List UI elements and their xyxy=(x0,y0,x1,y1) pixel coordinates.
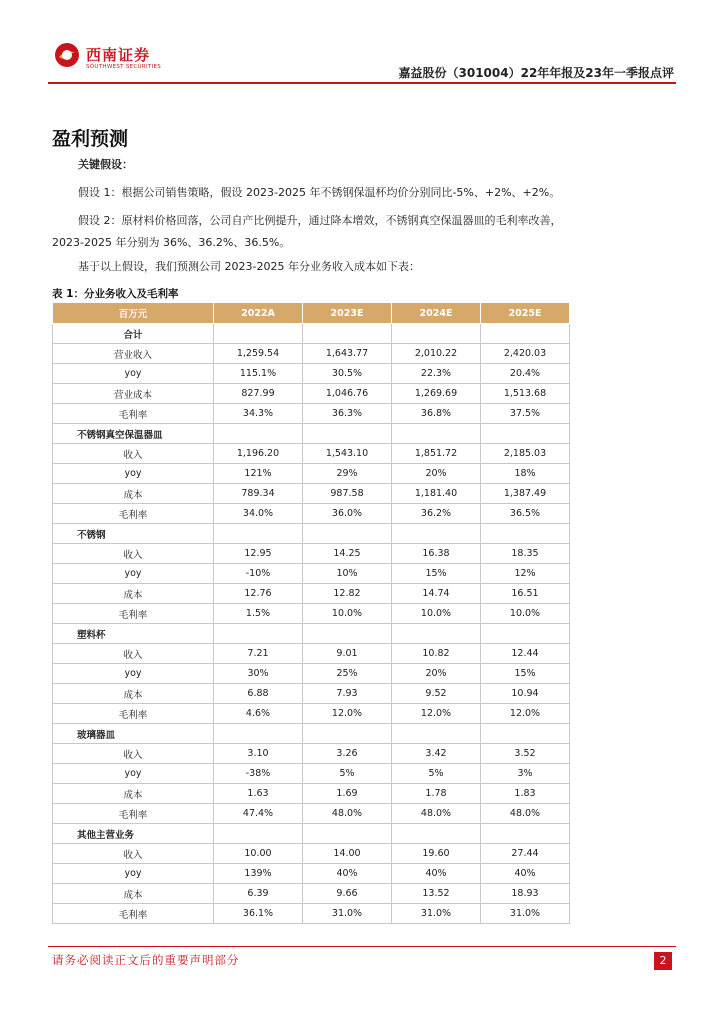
value-cell: 18% xyxy=(481,464,570,484)
value-cell: 13.52 xyxy=(392,884,481,904)
value-cell: 9.01 xyxy=(303,644,392,664)
empty-cell xyxy=(481,824,570,844)
value-cell: 47.4% xyxy=(214,804,303,824)
table-group-row xyxy=(53,724,570,744)
value-cell: 6.39 xyxy=(214,884,303,904)
value-cell: 18.93 xyxy=(481,884,570,904)
table-row xyxy=(53,384,570,404)
value-cell: 22.3% xyxy=(392,364,481,384)
table-row xyxy=(53,364,570,384)
value-cell: -38% xyxy=(214,764,303,784)
value-cell: 1,181.40 xyxy=(392,484,481,504)
assumption-1: 假设 1：根据公司销售策略，假设 2023-2025 年不锈钢保温杯均价分别同比-5%、+2%、+2%。 xyxy=(78,186,561,199)
table-row xyxy=(53,584,570,604)
value-cell: 4.6% xyxy=(214,704,303,724)
row-label-cell: 收入 xyxy=(53,544,214,564)
value-cell: 10.94 xyxy=(481,684,570,704)
value-cell: 1,046.76 xyxy=(303,384,392,404)
table-group-row xyxy=(53,824,570,844)
logo-mark-icon xyxy=(54,42,80,68)
table-group-row xyxy=(53,524,570,544)
row-label-cell: yoy xyxy=(53,364,214,384)
value-cell: 7.93 xyxy=(303,684,392,704)
value-cell: 10.0% xyxy=(303,604,392,624)
table-row xyxy=(53,604,570,624)
row-label-cell: 毛利率 xyxy=(53,704,214,724)
row-label-cell: yoy xyxy=(53,764,214,784)
value-cell: 6.88 xyxy=(214,684,303,704)
table-row xyxy=(53,544,570,564)
value-cell: 30.5% xyxy=(303,364,392,384)
header-2023e: 2023E xyxy=(303,303,392,324)
value-cell: 2,010.22 xyxy=(392,344,481,364)
row-label-cell: yoy xyxy=(53,864,214,884)
row-label-cell: 成本 xyxy=(53,784,214,804)
empty-cell xyxy=(481,324,570,344)
table-row xyxy=(53,704,570,724)
table-row xyxy=(53,464,570,484)
header-2022a: 2022A xyxy=(214,303,303,324)
empty-cell xyxy=(303,624,392,644)
value-cell: 987.58 xyxy=(303,484,392,504)
row-label-cell: 营业收入 xyxy=(53,344,214,364)
value-cell: 27.44 xyxy=(481,844,570,864)
table-row xyxy=(53,344,570,364)
section-title: 盈利预测 xyxy=(52,128,129,150)
table-group-row xyxy=(53,624,570,644)
value-cell: 31.0% xyxy=(392,904,481,924)
value-cell: 1.69 xyxy=(303,784,392,804)
group-name-cell: 不锈钢真空保温器皿 xyxy=(53,424,214,444)
value-cell: 827.99 xyxy=(214,384,303,404)
value-cell: 10.0% xyxy=(392,604,481,624)
value-cell: 9.52 xyxy=(392,684,481,704)
value-cell: 31.0% xyxy=(481,904,570,924)
value-cell: 36.8% xyxy=(392,404,481,424)
table-row xyxy=(53,904,570,924)
forecast-intro: 基于以上假设，我们预测公司 2023-2025 年分业务收入成本如下表： xyxy=(78,260,420,273)
value-cell: 12.0% xyxy=(303,704,392,724)
value-cell: 5% xyxy=(392,764,481,784)
header-divider xyxy=(48,82,676,84)
table-row xyxy=(53,764,570,784)
value-cell: 10.00 xyxy=(214,844,303,864)
row-label-cell: 毛利率 xyxy=(53,404,214,424)
table-row xyxy=(53,804,570,824)
group-name-cell: 不锈钢 xyxy=(53,524,214,544)
value-cell: 3.26 xyxy=(303,744,392,764)
value-cell: 121% xyxy=(214,464,303,484)
business-revenue-table xyxy=(52,302,570,924)
value-cell: 2,420.03 xyxy=(481,344,570,364)
empty-cell xyxy=(392,724,481,744)
row-label-cell: 毛利率 xyxy=(53,504,214,524)
value-cell: 1,543.10 xyxy=(303,444,392,464)
empty-cell xyxy=(481,524,570,544)
empty-cell xyxy=(214,624,303,644)
table-row xyxy=(53,564,570,584)
value-cell: 36.2% xyxy=(392,504,481,524)
value-cell: 1,387.49 xyxy=(481,484,570,504)
table-group-row xyxy=(53,324,570,344)
table-group-row xyxy=(53,424,570,444)
value-cell: 12.44 xyxy=(481,644,570,664)
value-cell: 10.0% xyxy=(481,604,570,624)
empty-cell xyxy=(214,824,303,844)
row-label-cell: yoy xyxy=(53,564,214,584)
table-row xyxy=(53,404,570,424)
value-cell: 14.00 xyxy=(303,844,392,864)
row-label-cell: 收入 xyxy=(53,744,214,764)
row-label-cell: 营业成本 xyxy=(53,384,214,404)
value-cell: 48.0% xyxy=(303,804,392,824)
value-cell: 40% xyxy=(392,864,481,884)
table-row xyxy=(53,744,570,764)
group-name-cell: 其他主营业务 xyxy=(53,824,214,844)
value-cell: 2,185.03 xyxy=(481,444,570,464)
value-cell: 16.38 xyxy=(392,544,481,564)
value-cell: 12.95 xyxy=(214,544,303,564)
table-header-row xyxy=(53,303,570,324)
value-cell: 10.82 xyxy=(392,644,481,664)
row-label-cell: 毛利率 xyxy=(53,604,214,624)
value-cell: 1.83 xyxy=(481,784,570,804)
value-cell: 48.0% xyxy=(481,804,570,824)
value-cell: 3.42 xyxy=(392,744,481,764)
value-cell: -10% xyxy=(214,564,303,584)
group-name-cell: 玻璃器皿 xyxy=(53,724,214,744)
value-cell: 12.0% xyxy=(392,704,481,724)
empty-cell xyxy=(214,324,303,344)
value-cell: 1.78 xyxy=(392,784,481,804)
value-cell: 1,196.20 xyxy=(214,444,303,464)
value-cell: 29% xyxy=(303,464,392,484)
value-cell: 36.1% xyxy=(214,904,303,924)
value-cell: 3.52 xyxy=(481,744,570,764)
key-assumptions-heading: 关键假设： xyxy=(78,158,133,171)
value-cell: 15% xyxy=(481,664,570,684)
row-label-cell: 毛利率 xyxy=(53,904,214,924)
value-cell: 12.76 xyxy=(214,584,303,604)
empty-cell xyxy=(303,424,392,444)
table-row xyxy=(53,664,570,684)
value-cell: 12% xyxy=(481,564,570,584)
header-2025e: 2025E xyxy=(481,303,570,324)
assumption-2: 假设 2：原材料价格回落，公司自产比例提升，通过降本增效，不锈钢真空保温器皿的毛利率改善，2023-2025 年分别为 36%、36.2%、36.5%。 xyxy=(52,214,562,249)
empty-cell xyxy=(392,524,481,544)
empty-cell xyxy=(303,724,392,744)
row-label-cell: yoy xyxy=(53,664,214,684)
value-cell: 36.5% xyxy=(481,504,570,524)
empty-cell xyxy=(214,524,303,544)
value-cell: 5% xyxy=(303,764,392,784)
value-cell: 16.51 xyxy=(481,584,570,604)
value-cell: 14.74 xyxy=(392,584,481,604)
empty-cell xyxy=(481,724,570,744)
empty-cell xyxy=(303,524,392,544)
empty-cell xyxy=(481,424,570,444)
row-label-cell: 收入 xyxy=(53,644,214,664)
header-unit: 百万元 xyxy=(53,303,214,324)
logo-chinese-name: 西南证券 xyxy=(86,46,151,64)
table-row xyxy=(53,444,570,464)
empty-cell xyxy=(303,324,392,344)
footer-disclaimer: 请务必阅读正文后的重要声明部分 xyxy=(52,953,240,967)
value-cell: 1,643.77 xyxy=(303,344,392,364)
value-cell: 1,269.69 xyxy=(392,384,481,404)
row-label-cell: 成本 xyxy=(53,484,214,504)
table-caption: 表 1：分业务收入及毛利率 xyxy=(52,288,179,300)
value-cell: 18.35 xyxy=(481,544,570,564)
empty-cell xyxy=(392,624,481,644)
table-row xyxy=(53,784,570,804)
value-cell: 1,851.72 xyxy=(392,444,481,464)
value-cell: 1,513.68 xyxy=(481,384,570,404)
empty-cell xyxy=(214,424,303,444)
table-row xyxy=(53,504,570,524)
value-cell: 34.0% xyxy=(214,504,303,524)
row-label-cell: 成本 xyxy=(53,684,214,704)
row-label-cell: 成本 xyxy=(53,884,214,904)
empty-cell xyxy=(392,424,481,444)
footer-divider xyxy=(48,946,676,947)
value-cell: 20.4% xyxy=(481,364,570,384)
value-cell: 14.25 xyxy=(303,544,392,564)
value-cell: 36.3% xyxy=(303,404,392,424)
table-row xyxy=(53,864,570,884)
value-cell: 139% xyxy=(214,864,303,884)
value-cell: 37.5% xyxy=(481,404,570,424)
value-cell: 3.10 xyxy=(214,744,303,764)
table-row xyxy=(53,684,570,704)
value-cell: 115.1% xyxy=(214,364,303,384)
row-label-cell: 收入 xyxy=(53,444,214,464)
value-cell: 25% xyxy=(303,664,392,684)
company-logo xyxy=(50,38,160,78)
empty-cell xyxy=(481,624,570,644)
value-cell: 789.34 xyxy=(214,484,303,504)
table-row xyxy=(53,644,570,664)
value-cell: 1.63 xyxy=(214,784,303,804)
row-label-cell: 毛利率 xyxy=(53,804,214,824)
value-cell: 20% xyxy=(392,664,481,684)
value-cell: 34.3% xyxy=(214,404,303,424)
value-cell: 30% xyxy=(214,664,303,684)
empty-cell xyxy=(214,724,303,744)
value-cell: 9.66 xyxy=(303,884,392,904)
empty-cell xyxy=(303,824,392,844)
value-cell: 3% xyxy=(481,764,570,784)
value-cell: 12.82 xyxy=(303,584,392,604)
table-row xyxy=(53,484,570,504)
value-cell: 48.0% xyxy=(392,804,481,824)
value-cell: 15% xyxy=(392,564,481,584)
value-cell: 7.21 xyxy=(214,644,303,664)
group-name-cell: 合计 xyxy=(53,324,214,344)
row-label-cell: yoy xyxy=(53,464,214,484)
row-label-cell: 成本 xyxy=(53,584,214,604)
header-2024e: 2024E xyxy=(392,303,481,324)
row-label-cell: 收入 xyxy=(53,844,214,864)
table-row xyxy=(53,884,570,904)
logo-english-name: SOUTHWEST SECURITIES xyxy=(86,64,162,70)
value-cell: 31.0% xyxy=(303,904,392,924)
value-cell: 36.0% xyxy=(303,504,392,524)
report-title: 嘉益股份（301004）22年年报及23年一季报点评 xyxy=(398,66,674,80)
value-cell: 40% xyxy=(303,864,392,884)
group-name-cell: 塑料杯 xyxy=(53,624,214,644)
table-body xyxy=(53,324,570,924)
value-cell: 1,259.54 xyxy=(214,344,303,364)
empty-cell xyxy=(392,824,481,844)
value-cell: 12.0% xyxy=(481,704,570,724)
value-cell: 1.5% xyxy=(214,604,303,624)
table-row xyxy=(53,844,570,864)
page-number: 2 xyxy=(654,952,672,970)
value-cell: 10% xyxy=(303,564,392,584)
empty-cell xyxy=(392,324,481,344)
value-cell: 19.60 xyxy=(392,844,481,864)
value-cell: 20% xyxy=(392,464,481,484)
value-cell: 40% xyxy=(481,864,570,884)
